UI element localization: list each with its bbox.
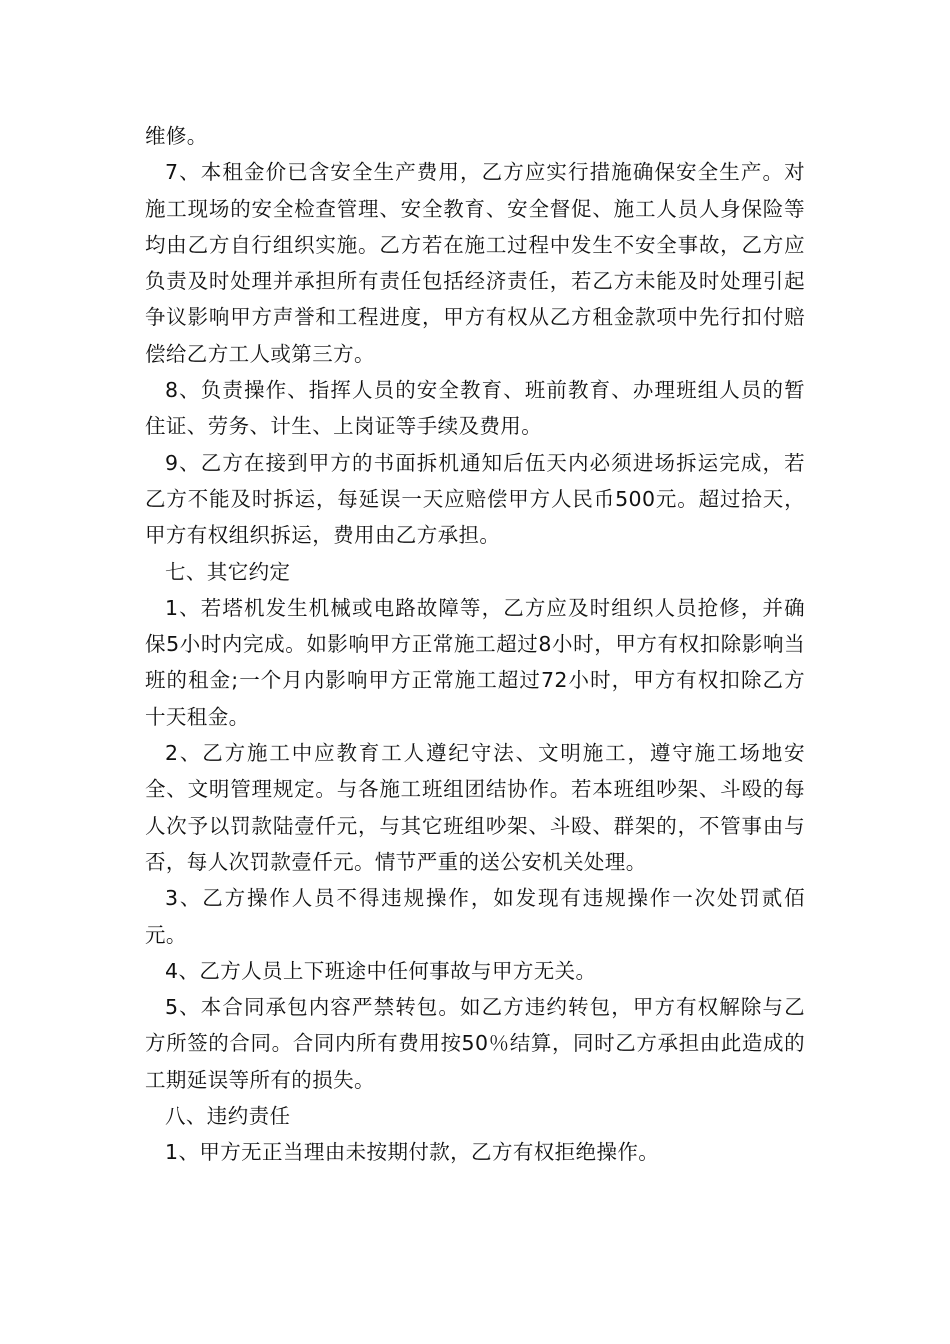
section-heading-breach-liability: 八、违约责任 — [165, 1104, 291, 1129]
clause-2-conduct: 2、乙方施工中应教育工人遵纪守法、文明施工，遵守施工场地安全、文明管理规定。与各施工班组团结协作。若本班组吵架、斗殴的每人次予以罚款陆壹仟元，与其它班组吵架、斗殴、群架的，不管事由与否，每人次罚款壹仟元。情节严重的送公安机关处理。 — [145, 741, 805, 874]
clause-3-violation: 3、乙方操作人员不得违规操作，如发现有违规操作一次处罚贰佰元。 — [145, 886, 805, 947]
clause-4-commute: 4、乙方人员上下班途中任何事故与甲方无关。 — [165, 958, 597, 983]
paragraph-continuation: 维修。 — [145, 124, 208, 148]
clause-1-payment: 1、甲方无正当理由未按期付款，乙方有权拒绝操作。 — [165, 1140, 660, 1165]
clause-1-repair: 1、若塔机发生机械或电路故障等，乙方应及时组织人员抢修，并确保5小时内完成。如影响甲方正常施工超过8小时，甲方有权扣除影响当班的租金;一个月内影响甲方正常施工超过72小时，甲方有权扣除乙方十天租金。 — [145, 595, 805, 729]
clause-8-education: 8、负责操作、指挥人员的安全教育、班前教育、办理班组人员的暂住证、劳务、计生、上岗证等手续及费用。 — [145, 378, 805, 439]
section-heading-other-agreements: 七、其它约定 — [165, 559, 291, 584]
clause-9-dismantle: 9、乙方在接到甲方的书面拆机通知后伍天内必须进场拆运完成，若乙方不能及时拆运，每延误一天应赔偿甲方人民币500元。超过拾天，甲方有权组织拆运，费用由乙方承担。 — [145, 450, 805, 548]
clause-5-subcontract: 5、本合同承包内容严禁转包。如乙方违约转包，甲方有权解除与乙方所签的合同。合同内所有费用按50％结算，同时乙方承担由此造成的工期延误等所有的损失。 — [145, 995, 805, 1092]
document-page — [145, 118, 805, 1171]
clause-7-safety: 7、本租金价已含安全生产费用，乙方应实行措施确保安全生产。对施工现场的安全检查管理、安全教育、安全督促、施工人员人身保险等均由乙方自行组织实施。乙方若在施工过程中发生不安全事故，乙方应负责及时处理并承担所有责任包括经济责任，若乙方未能及时处理引起争议影响甲方声誉和工程进度，甲方有权从乙方租金款项中先行扣付赔偿给乙方工人或第三方。 — [145, 160, 805, 366]
